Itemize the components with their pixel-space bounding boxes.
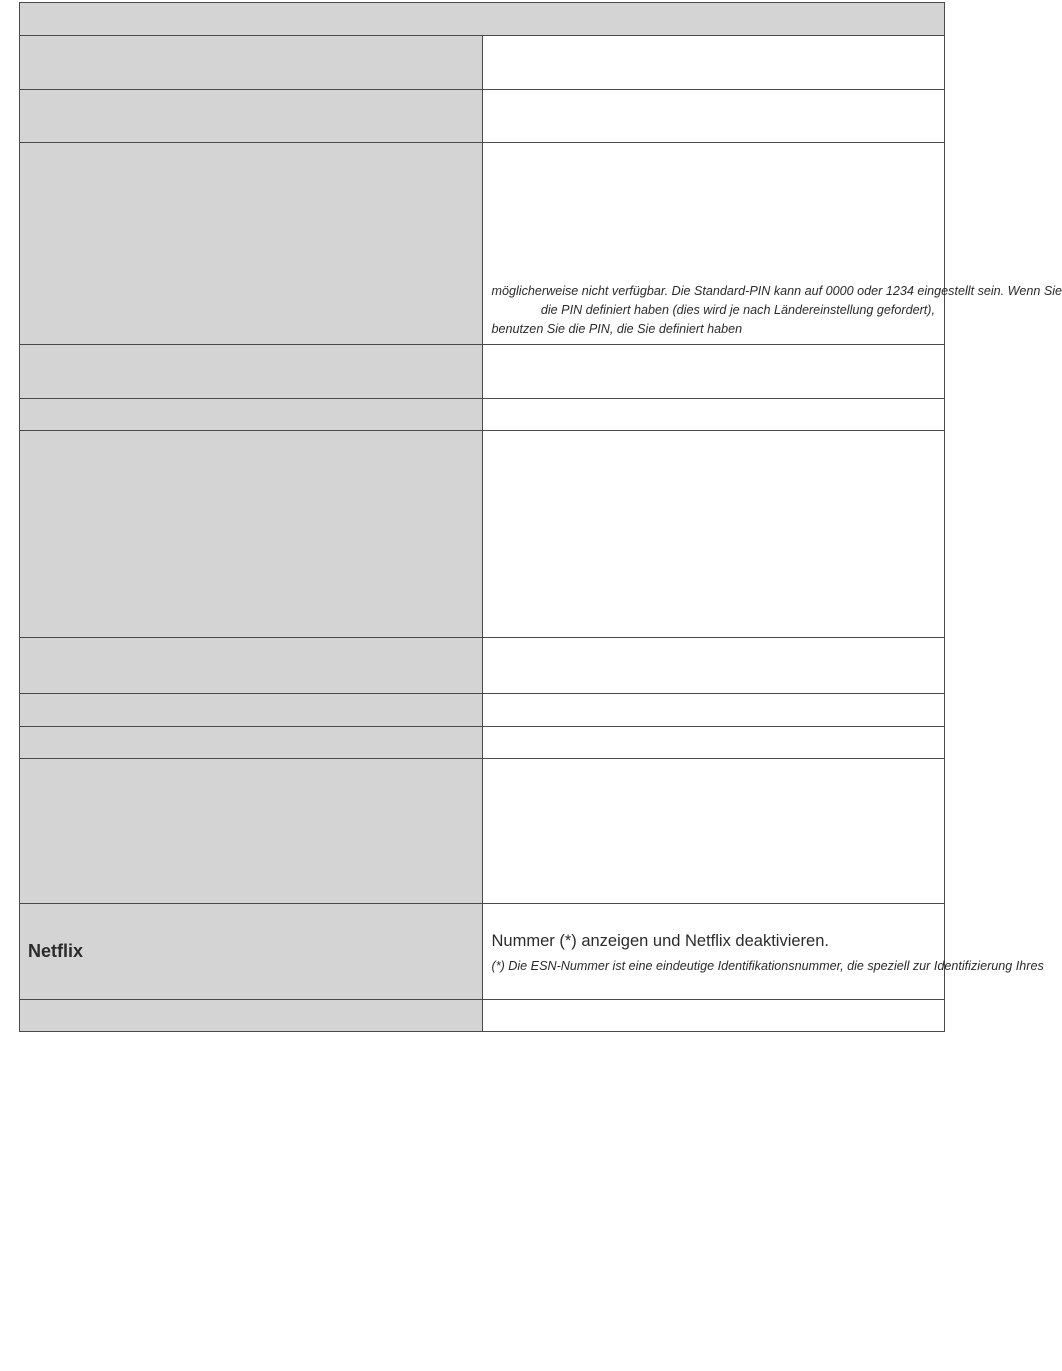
row-description-cell bbox=[482, 727, 945, 759]
table-row bbox=[20, 36, 945, 90]
row-description-cell bbox=[482, 638, 945, 694]
table-row bbox=[20, 345, 945, 399]
settings-table bbox=[19, 2, 1062, 1032]
pin-note bbox=[483, 143, 1062, 339]
row-label-cell bbox=[20, 143, 483, 345]
netflix-label: Netflix bbox=[28, 941, 84, 961]
table-row bbox=[20, 399, 945, 431]
netflix-label-cell bbox=[20, 904, 483, 1000]
table-row bbox=[20, 90, 945, 143]
pin-description-cell bbox=[482, 143, 1062, 345]
row-label-cell bbox=[20, 399, 483, 431]
pin-note-line-1: möglicherweise nicht verfügbar. Die Standard-PIN kann auf 0000 oder 1234 eingestellt sein. Wenn Sie bbox=[491, 284, 1062, 298]
table-row bbox=[20, 431, 945, 638]
table-row-netflix bbox=[20, 904, 945, 1000]
row-label-cell bbox=[20, 431, 483, 638]
table-row bbox=[20, 694, 945, 727]
netflix-footnote: (*) Die ESN-Nummer ist eine eindeutige Identifikationsnummer, die speziell zur Identifizierung Ihres bbox=[491, 959, 1044, 973]
netflix-description-cell bbox=[482, 904, 1044, 1000]
table-row bbox=[20, 727, 945, 759]
row-description-cell bbox=[482, 759, 945, 904]
row-label-cell bbox=[20, 345, 483, 399]
pin-note-line-2: die PIN definiert haben (dies wird je nach Ländereinstellung gefordert), bbox=[540, 303, 935, 317]
row-description-cell bbox=[482, 399, 945, 431]
row-label-cell bbox=[20, 759, 483, 904]
table-row bbox=[20, 759, 945, 904]
row-description-cell bbox=[482, 36, 945, 90]
row-description-cell bbox=[482, 90, 945, 143]
table-header-cell bbox=[20, 3, 945, 36]
row-description-cell bbox=[482, 431, 945, 638]
table-row bbox=[20, 1000, 945, 1032]
row-label-cell bbox=[20, 1000, 483, 1032]
row-description-cell bbox=[482, 694, 945, 727]
row-label-cell bbox=[20, 90, 483, 143]
row-label-cell bbox=[20, 638, 483, 694]
pin-note-line-3: benutzen Sie die PIN, die Sie definiert haben bbox=[491, 322, 743, 336]
netflix-description: Nummer (*) anzeigen und Netflix deaktivieren. bbox=[491, 932, 829, 950]
row-label-cell bbox=[20, 727, 483, 759]
table-row-pin bbox=[20, 143, 945, 345]
row-description-cell bbox=[482, 1000, 945, 1032]
row-description-cell bbox=[482, 345, 945, 399]
table-row bbox=[20, 638, 945, 694]
table-header-row bbox=[20, 3, 945, 36]
row-label-cell bbox=[20, 694, 483, 727]
row-label-cell bbox=[20, 36, 483, 90]
